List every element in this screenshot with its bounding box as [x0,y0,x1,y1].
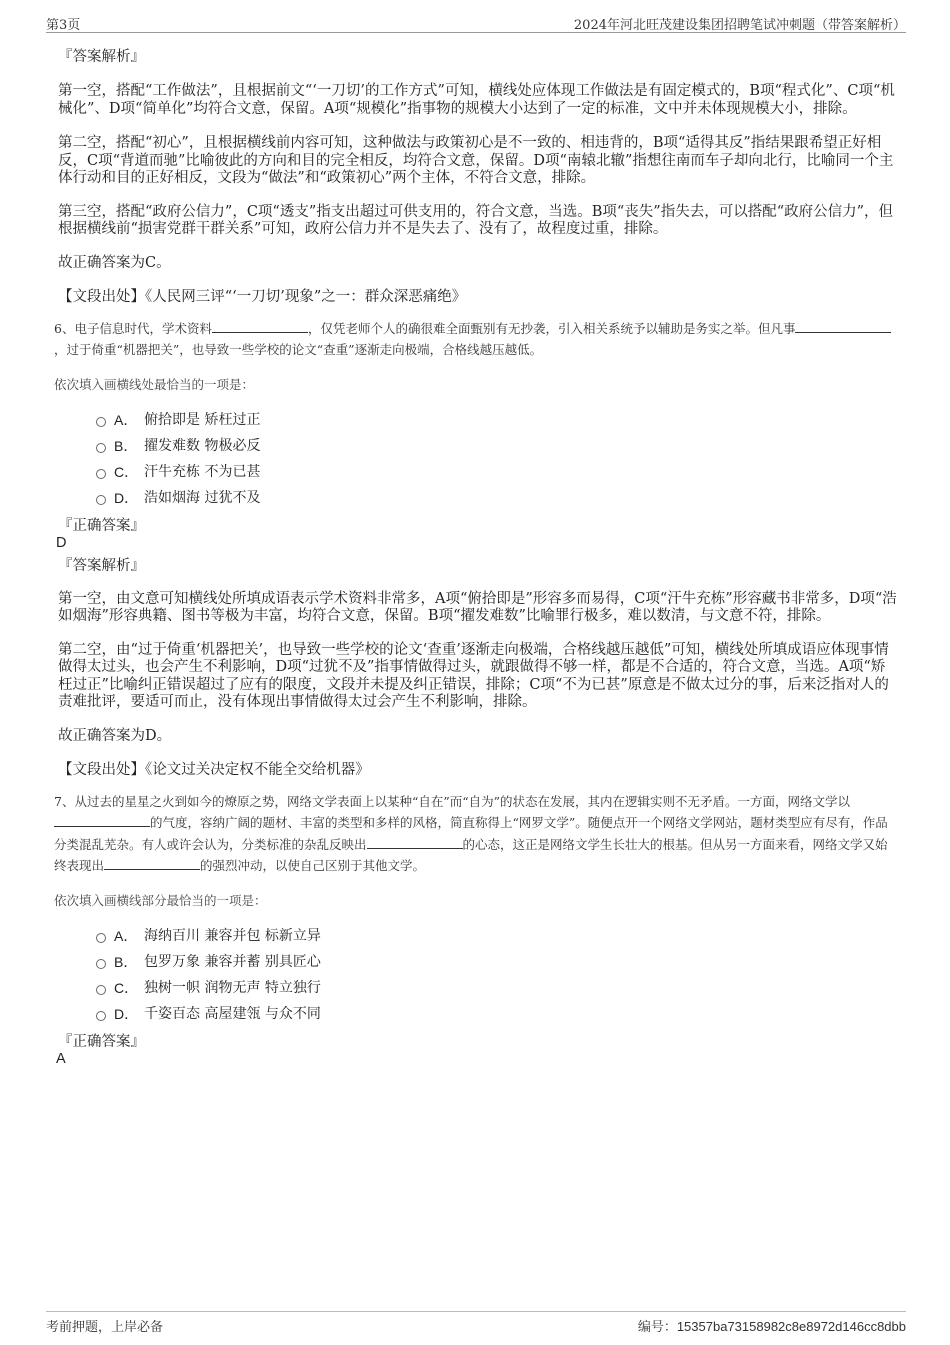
radio-icon[interactable] [96,443,106,453]
option-b[interactable]: B． 包罗万象 兼容并蓄 别具匠心 [96,949,898,975]
option-c[interactable]: C． 独树一帜 润物无声 特立独行 [96,975,898,1001]
analysis-label: 『答案解析』 [58,49,145,65]
analysis-paragraph-2: 第二空，由“过于倚重‘机器把关’，也导致一些学校的论文‘查重’逐渐走向极端，合格线越压越低”可知，横线处所填成语应体现事情做得太过头，也会产生不利影响，D项“过犹不及”指事情做得过头，就跟做得不够一样，都是不合适的，符合文意，当选。A项“矫枉过正”比喻纠正错误超过了应有的限度，文段并未提及纠正错误，排除；C项“不为已甚”原意是不做太过分的事，后来泛指对人的责难批评，要适可而止，没有体现出事情做得太过会产生不利影响，排除。 [58,641,889,710]
answer-blank [367,836,463,849]
question-instruction: 依次填入画横线部分最恰当的一项是： [54,892,267,908]
analysis-paragraph-2: 第二空，搭配“初心”，且根据横线前内容可知，这种做法与政策初心是不一致的、相违背的，B项“适得其反”指结果跟希望正好相反，C项“背道而驰”比喻彼此的方向和目的完全相反，均符合文意，保留。D项“南辕北辙”指想往南而车子却向北行，比喻同一个主体行动和目的正好相反，文段为“做法”和“政策初心”两个主体，不符合文意，排除。 [58,135,894,186]
options-list [96,407,898,511]
page-footer [46,1311,906,1335]
correct-answer: D [56,534,67,551]
correct-answer-label: 『正确答案』 [58,517,145,534]
radio-icon[interactable] [96,1011,106,1021]
answer-blank [104,857,200,870]
source-citation: 【文段出处】《论文过关决定权不能全交给机器》 [58,762,370,778]
radio-icon[interactable] [96,985,106,995]
option-d[interactable]: D． 千姿百态 高屋建瓴 与众不同 [96,1001,898,1027]
option-a[interactable]: A． 俯拾即是 矫枉过正 [96,407,898,433]
footer-slogan: 考前押题，上岸必备 [46,1320,164,1335]
option-c[interactable]: C． 汗牛充栋 不为已甚 [96,459,898,485]
question-6: 6、电子信息时代，学术资料 ，仅凭老师个人的确很难全面甄别有无抄袭，引入相关系统予以辅助是务实之举。但凡事，过于倚重“机器把关”，也导致一些学校的论文“查重”逐渐走向极端，合格线越压越低。 [54,318,898,361]
radio-icon[interactable] [96,495,106,505]
document-id: 编号：15357ba73158982c8e8972d146cc8dbb [637,1319,906,1334]
correct-answer: A [56,1050,66,1067]
radio-icon[interactable] [96,417,106,427]
answer-blank [212,320,308,333]
radio-icon[interactable] [96,469,106,479]
question-instruction: 依次填入画横线处最恰当的一项是： [54,376,255,392]
radio-icon[interactable] [96,933,106,943]
options-list [96,923,898,1027]
conclusion: 故正确答案为C。 [58,254,171,271]
page-number: 第3页 [46,18,81,33]
page-content [54,44,898,1068]
source-citation: 【文段出处】《人民网三评“‘一刀切’现象”之一：群众深恶痛绝》 [58,289,467,305]
page-header [46,10,906,33]
analysis-paragraph-3: 第三空，搭配“政府公信力”，C项“透支”指支出超过可供支用的，符合文意，当选。B项“丧失”指失去，可以搭配“政府公信力”，但根据横线前“损害党群干群关系”可知，政府公信力并不是失去了、没有了，故程度过重，排除。 [58,203,894,237]
answer-blank [795,320,891,333]
question-7: 7、从过去的星星之火到如今的燎原之势，网络文学表面上以某种“自在”而“自为”的状态在发展，其内在逻辑实则不无矛盾。一方面，网络文学以的气度，容纳广阔的题材、丰富的类型和多样的风格，简直称得上“网罗文学”。随便点开一个网络文学网站，题材类型应有尽有，作品分类混乱芜杂。有人或许会认为，分类标准的杂乱反映出 的心态，这正是网络文学生长壮大的根基。但从另一方面来看，网络文学又始终表现出 的强烈冲动，以使自己区别于其他文学。 [54,793,888,873]
option-a[interactable]: A． 海纳百川 兼容并包 标新立异 [96,923,898,949]
analysis-paragraph-1: 第一空，搭配“工作做法”，且根据前文“‘一刀切’的工作方式”可知，横线处应体现工作做法是有固定模式的，B项“程式化”、C项“机械化”、D项“简单化”均符合文意，保留。A项“规模化”指事物的规模大小达到了一定的标准，文中并未体现规模大小，排除。 [58,83,895,117]
radio-icon[interactable] [96,959,106,969]
correct-answer-label: 『正确答案』 [58,1033,145,1050]
analysis-label: 『答案解析』 [58,557,145,574]
option-d[interactable]: D． 浩如烟海 过犹不及 [96,485,898,511]
conclusion: 故正确答案为D。 [58,727,172,744]
option-b[interactable]: B． 擢发难数 物极必反 [96,433,898,459]
document-title: 2024年河北旺茂建设集团招聘笔试冲刺题（带答案解析） [573,18,906,33]
answer-blank [54,814,150,827]
analysis-paragraph-1: 第一空，由文意可知横线处所填成语表示学术资料非常多，A项“俯拾即是”形容多而易得，C项“汗牛充栋”形容藏书非常多，D项“浩如烟海”形容典籍、图书等极为丰富，均符合文意，保留。B项“擢发难数”比喻罪行极多，难以数清，与文意不符，排除。 [58,590,897,624]
